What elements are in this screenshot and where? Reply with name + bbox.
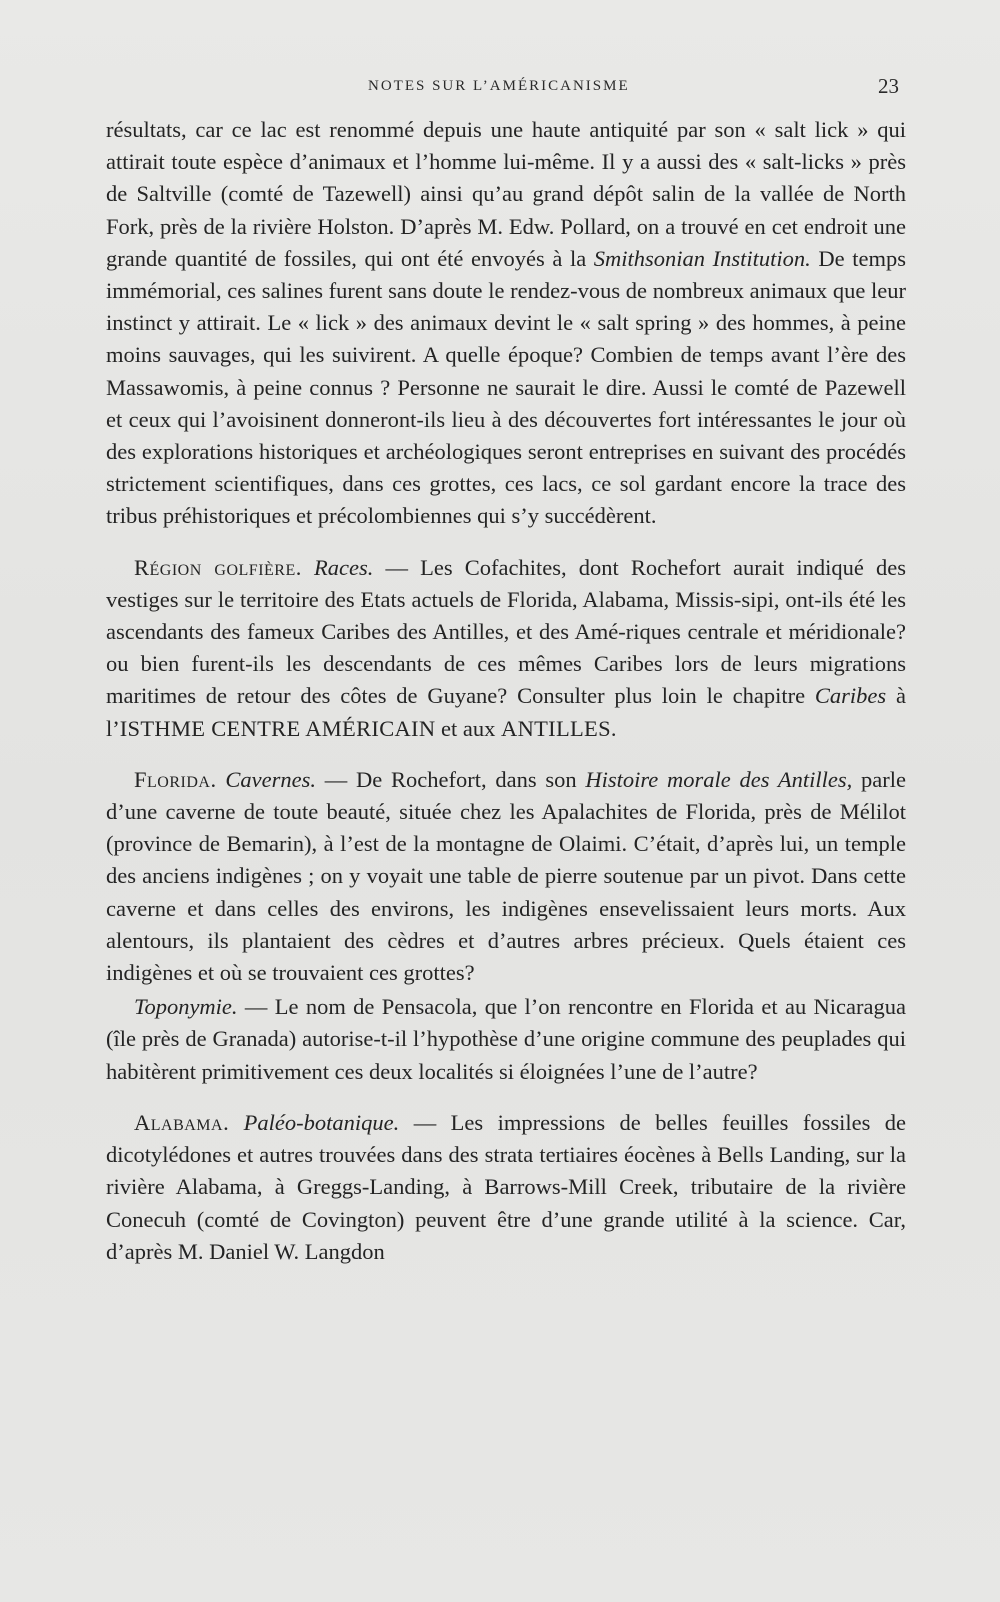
text-run: — Le nom de Pensacola, que l’on rencontre en Florida et au Nicaragua (île près de Granada) autorise-t-il l’hypothèse d’une origine commune des peuplades qui habitèrent primitivement ces deux localités si éloignées l’une de l’autre?: [106, 994, 906, 1084]
italic-run: Histoire morale des Antilles,: [585, 766, 853, 792]
text-run: parle d’une caverne de toute beauté, située chez les Apalachites de Florida, près de Mélilot (province de Bemarin), à l’est de la montagne de Olaimi. C’était, d’après lui, un temple des anciens indigènes ; on y voyait une table de pierre soutenue par un pivot. Dans cette caverne et dans celles des environs, les indigènes ensevelissaient leurs morts. Aux alentours, ils plantaient des cèdres et d’autres arbres précieux. Quels étaient ces indigènes et où se trouvaient ces grottes?: [106, 766, 906, 986]
text-run: résultats, car ce lac est renommé depuis une haute antiquité par son « salt lick » qui attirait toute espèce d’animaux et l’homme lui-même. Il y a aussi des « salt-licks » près de Saltville (comté de Tazewell) ainsi qu’au grand dépôt salin de la vallée de North Fork, près de la rivière Holston. D’après M. Edw. Pollard, on a trouvé en cet endroit une grande quantité de fossiles, qui ont été envoyés à la: [106, 117, 906, 271]
text-run: De temps immémorial, ces salines furent sans doute le rendez-vous de nombreux animaux que leur instinct y attirait. Le « lick » des animaux devint le « salt spring » des hommes, à peine moins sauvages, qui les suivirent. A quelle époque? Combien de temps avant l’ère des Massawomis, à peine connus ? Personne ne saurait le dire. Aussi le comté de Pazewell et ceux qui l’avoisinent donneront-ils lieu à des découvertes fort intéressantes le jour où des explorations historiques et archéologiques seront entreprises en suivant des procédés strictement scientifiques, dans ces grottes, ces lacs, ce sol gardant encore la trace des tribus préhistoriques et précolombiennes qui s’y succédèrent.: [106, 245, 906, 529]
subsection-heading: Cavernes.: [225, 766, 316, 792]
italic-run: Smithsonian Institution.: [593, 245, 811, 271]
italic-run: Caribes: [814, 683, 887, 709]
text-run: — De Rochefort, dans son: [315, 766, 586, 792]
running-title: NOTES SUR L’AMÉRICANISME: [368, 78, 630, 94]
paragraph-region-golfiere: [106, 552, 906, 745]
subsection-heading: Paléo-botanique.: [243, 1109, 400, 1135]
page-number: 23: [878, 74, 899, 98]
caps-run: ANTILLES: [501, 715, 611, 741]
caps-run: ISTHME CENTRE AMÉRICAIN: [119, 715, 436, 741]
text-run: — Les Cofachites, dont Rochefort aurait indiqué des vestiges sur le territoire des Etats actuels de Florida, Alabama, Missis-sipi, ont-ils été les ascendants des fameux Caribes des Antilles, et des Amé-riques centrale et méridionale? ou bien furent-ils les descendants de ces mêmes Caribes lors de leurs migrations maritimes de retour des côtes de Guyane? Consulter plus loin le chapitre: [106, 554, 906, 709]
text-run: .: [610, 715, 617, 741]
paragraph-alabama: [106, 1107, 906, 1268]
section-heading: Alabama.: [134, 1109, 230, 1135]
subsection-heading: Toponymie.: [134, 994, 238, 1020]
section-heading: Région golfière.: [134, 554, 302, 580]
text-run: — Les impressions de belles feuilles fossiles de dicotylédones et autres trouvées dans des strata tertiaires éocènes à Bells Landing, sur la rivière Alabama, à Greggs-Landing, à Barrows-Mill Creek, tributaire de la rivière Conecuh (comté de Covington) peuvent être d’une grande utilité à la science. Car, d’après M. Daniel W. Langdon: [106, 1109, 907, 1264]
section-heading: Florida.: [134, 766, 217, 792]
subsection-heading: Races.: [314, 554, 374, 580]
paragraph-salines: [106, 114, 906, 533]
text-run: à l’: [106, 683, 906, 741]
text-run: et aux: [435, 715, 502, 741]
paragraph-toponymie: [106, 991, 906, 1088]
paragraph-florida: [106, 764, 906, 989]
body-text: [106, 114, 906, 1268]
running-head: [0, 74, 1000, 102]
